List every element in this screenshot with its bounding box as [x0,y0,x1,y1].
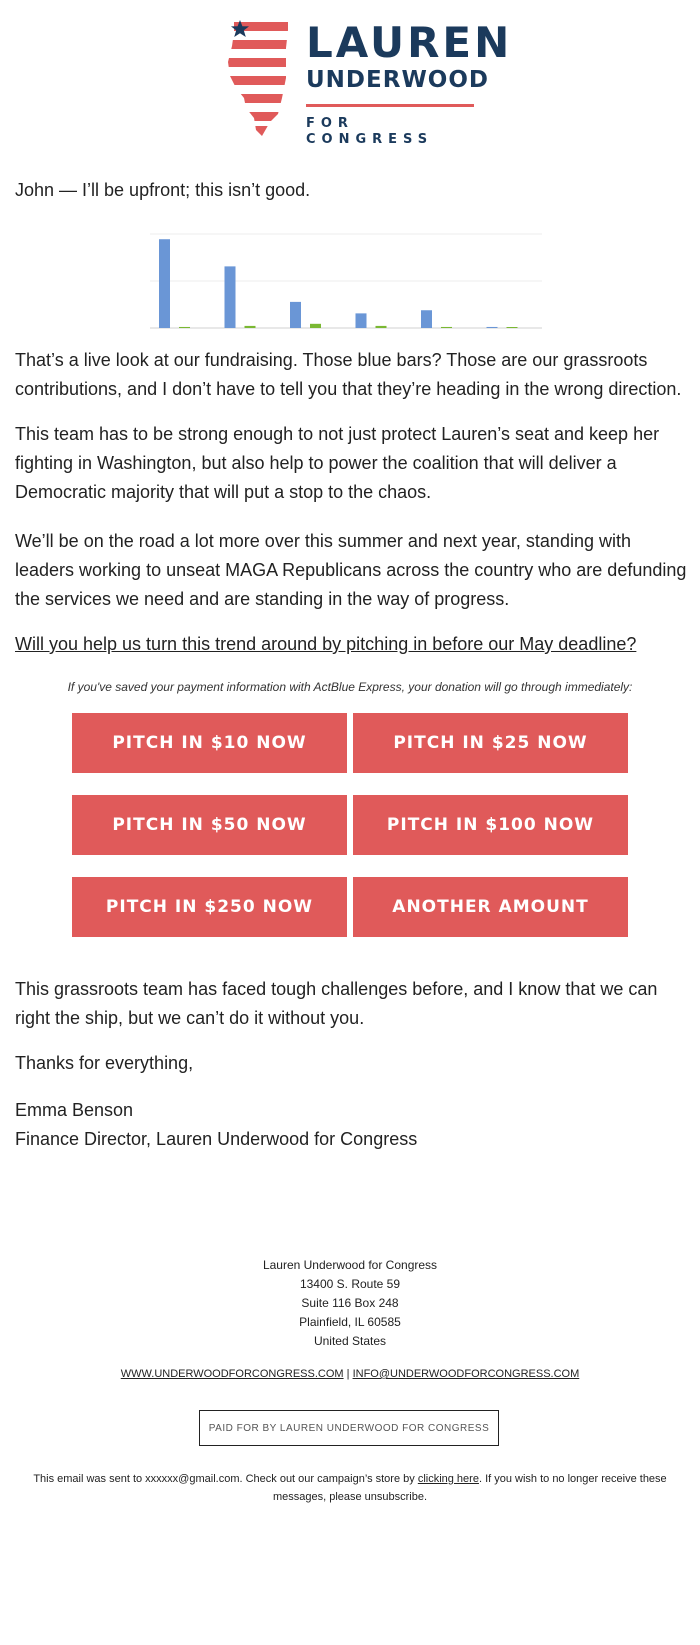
cta-paragraph [15,630,690,659]
fine-print-part1: This email was sent to xxxxxx@gmail.com. Check out our campaign’s store by [33,1473,418,1485]
chart-bar-other-4 [376,326,387,328]
donate-10-button[interactable]: PITCH IN $10 NOW [72,713,347,773]
fine-print-part2: . If you wish to no longer receive these messages, please unsubscribe. [272,1473,667,1503]
logo-name-last: UNDERWOOD [306,67,490,93]
donate-other-button[interactable]: ANOTHER AMOUNT [353,877,628,937]
store-link[interactable]: clicking here [417,1473,479,1485]
footer-fine-print [30,1470,670,1506]
paid-for-disclaimer: PAID FOR BY LAUREN UNDERWOOD FOR CONGRESS [199,1410,499,1446]
email-link[interactable]: INFO@UNDERWOODFORCONGRESS.COM [352,1368,580,1380]
chart-bar-other-2 [245,326,256,328]
chart-bar-grassroots-3 [290,302,301,328]
chart-bar-other-1 [179,327,190,328]
donate-250-button[interactable]: PITCH IN $250 NOW [72,877,347,937]
donate-25-button[interactable]: PITCH IN $25 NOW [353,713,628,773]
fundraising-chart [150,230,542,332]
logo-name-first: LAUREN [306,18,513,67]
paragraph-road: We’ll be on the road a lot more over this summer and next year, standing with leaders working to unseat MAGA Republicans across the country who are defunding the services we need and are standing in the way of progress. [15,531,687,609]
chart-bar-grassroots-5 [421,310,432,328]
signoff: Thanks for everything, [15,1053,194,1073]
footer-country: United States [313,1334,387,1348]
footer-city: Plainfield, IL 60585 [299,1315,401,1329]
donate-50-button[interactable]: PITCH IN $50 NOW [72,795,347,855]
chart-bar-grassroots-2 [225,266,236,328]
footer-org: Lauren Underwood for Congress [262,1258,438,1272]
donate-100-button[interactable]: PITCH IN $100 NOW [353,795,628,855]
logo-divider [306,104,474,107]
campaign-logo [226,18,513,147]
paragraph-team: This team has to be strong enough to not just protect Lauren’s seat and keep her fighting in Washington, but also help to power the coalition that will deliver a Democratic majority that will put a stop to the chaos. [15,424,660,502]
footer-links [0,1368,700,1380]
chart-bar-grassroots-1 [159,239,170,328]
chart-bar-other-6 [507,327,518,328]
paragraph-fundraising: That’s a live look at our fundraising. Those blue bars? Those are our grassroots contributions, and I don’t have to tell you that they’re heading in the wrong direction. [15,350,682,399]
chart-bar-other-5 [441,327,452,328]
actblue-express-note: If you've saved your payment information with ActBlue Express, your donation will go through immediately: [67,680,633,694]
footer-address [0,1256,700,1351]
footer-suite: Suite 116 Box 248 [301,1296,399,1310]
cta-link[interactable]: Will you help us turn this trend around by pitching in before our May deadline? [15,634,637,654]
chart-bar-grassroots-6 [487,327,498,328]
signature-name: Emma Benson [15,1100,134,1120]
chart-bar-other-3 [310,324,321,328]
footer-link-separator: | [346,1368,350,1380]
chart-bar-grassroots-4 [356,313,367,328]
paragraph-closing: This grassroots team has faced tough challenges before, and I know that we can right the ship, but we can’t do it without you. [15,979,658,1028]
website-link[interactable]: WWW.UNDERWOODFORCONGRESS.COM [120,1368,344,1380]
logo-tagline: FOR CONGRESS [306,116,434,147]
footer-street: 13400 S. Route 59 [299,1277,401,1291]
signature-title: Finance Director, Lauren Underwood for Congress [15,1129,418,1149]
illinois-flag-icon [226,18,290,136]
greeting: John — I’ll be upfront; this isn’t good. [15,180,311,200]
